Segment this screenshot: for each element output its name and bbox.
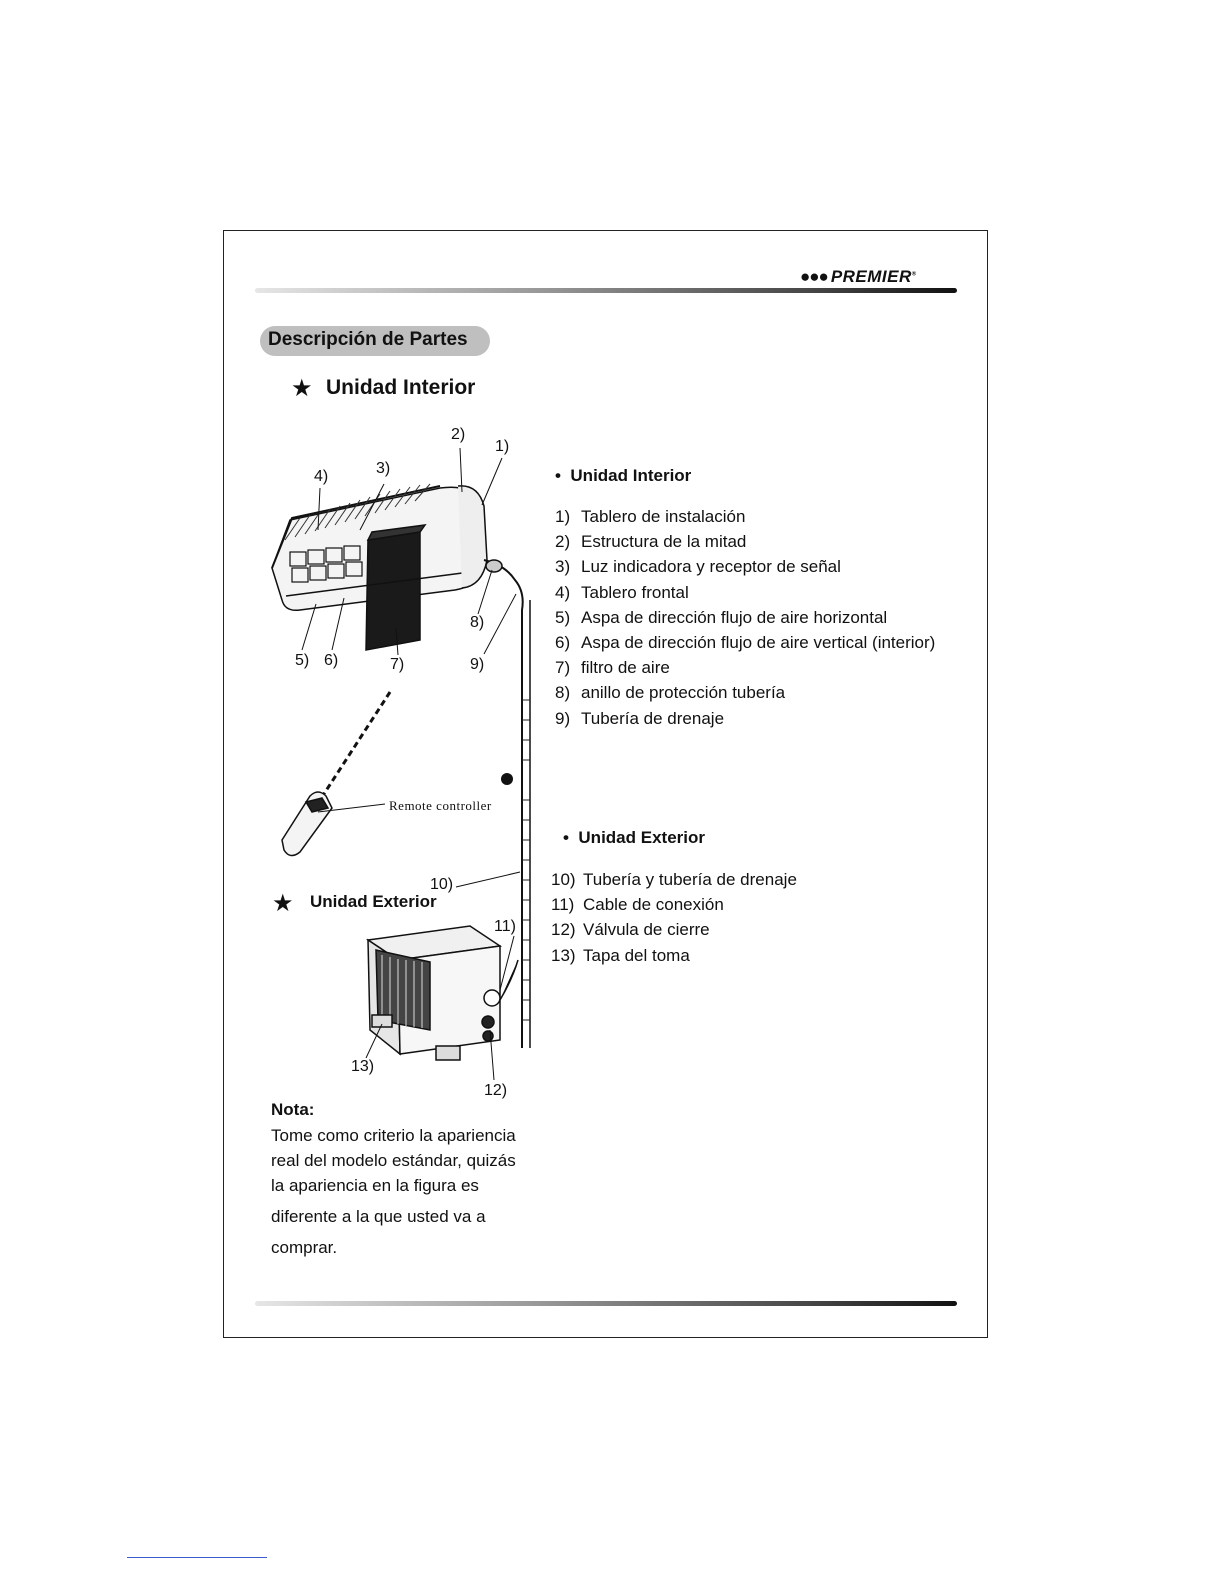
list-item xyxy=(555,706,935,731)
callout-3: 3) xyxy=(376,460,391,477)
note-line: comprar. xyxy=(271,1238,338,1257)
part-number: 8) xyxy=(555,683,571,703)
list-item xyxy=(551,917,797,942)
section-title: Descripción de Partes xyxy=(268,329,468,350)
registered-mark-icon: ® xyxy=(911,271,917,278)
note-title: Nota: xyxy=(271,1100,315,1119)
part-label: Tablero frontal xyxy=(581,582,689,602)
part-label: Tubería de drenaje xyxy=(581,708,725,728)
callout-5: 5) xyxy=(295,652,310,669)
list-item xyxy=(555,529,935,554)
pipe-clip-icon xyxy=(501,773,513,785)
part-number: 1) xyxy=(555,507,571,526)
callout-8: 8) xyxy=(470,614,485,631)
outdoor-heading: Unidad Exterior xyxy=(310,892,437,911)
brand-name: PREMIER xyxy=(830,267,912,286)
note-line: diferente a la que usted va a xyxy=(271,1207,486,1226)
part-number: 3) xyxy=(555,557,571,577)
list-item xyxy=(555,630,935,655)
list-item xyxy=(551,892,797,917)
callout-7: 7) xyxy=(390,656,405,673)
part-number: 11) xyxy=(551,895,575,915)
list-item xyxy=(555,504,935,529)
part-number: 2) xyxy=(555,532,571,552)
part-number: 6) xyxy=(555,632,571,652)
callout-1: 1) xyxy=(495,438,510,455)
part-number: 13) xyxy=(551,945,576,965)
callout-9: 9) xyxy=(470,656,485,673)
part-label: Aspa de dirección flujo de aire vertical (interior) xyxy=(581,632,936,652)
note-line: Tome como criterio la apariencia xyxy=(271,1126,516,1145)
star-icon: ★ xyxy=(291,375,313,402)
indoor-parts-list xyxy=(555,504,935,731)
list-item xyxy=(551,867,797,892)
part-label: Luz indicadora y receptor de señal xyxy=(581,557,841,577)
outdoor-list-title-text: Unidad Exterior xyxy=(578,828,705,847)
note-line: real del modelo estándar, quizás xyxy=(271,1151,516,1170)
callout-12: 12) xyxy=(484,1082,508,1099)
part-number: 12) xyxy=(551,920,576,940)
callout-6: 6) xyxy=(324,652,339,669)
indoor-list-title-text: Unidad Interior xyxy=(570,466,692,485)
part-label: Aspa de dirección flujo de aire horizontal xyxy=(581,607,888,627)
part-label: anillo de protección tubería xyxy=(581,683,786,703)
list-item xyxy=(555,655,935,680)
part-label: Estructura de la mitad xyxy=(581,532,747,552)
part-label: Tapa del toma xyxy=(583,945,690,965)
part-label: Cable de conexión xyxy=(583,895,724,915)
outdoor-parts-list xyxy=(551,867,797,968)
callout-11: 11) xyxy=(494,918,516,935)
callout-2: 2) xyxy=(451,426,466,443)
part-number: 9) xyxy=(555,708,571,728)
list-item xyxy=(555,580,935,605)
brand-dots: ●●● xyxy=(800,267,828,286)
remote-signal-illustration xyxy=(320,692,390,800)
remote-controller-illustration xyxy=(282,792,385,856)
callout-13: 13) xyxy=(351,1058,375,1075)
callout-10: 10) xyxy=(430,876,454,893)
list-item xyxy=(555,680,935,705)
part-label: Tablero de instalación xyxy=(581,507,746,526)
outdoor-unit-illustration xyxy=(368,926,518,1060)
indoor-heading: Unidad Interior xyxy=(326,376,476,399)
remote-controller-label: Remote controller xyxy=(389,798,492,813)
part-number: 4) xyxy=(555,582,571,602)
list-item xyxy=(555,554,935,579)
part-label: filtro de aire xyxy=(581,658,670,678)
footer-rule xyxy=(255,1301,957,1306)
list-item xyxy=(555,605,935,630)
callout-4: 4) xyxy=(314,468,329,485)
footer-underline xyxy=(127,1557,267,1558)
note-line: la apariencia en la figura es xyxy=(271,1176,479,1195)
indoor-list-title: • Unidad Interior xyxy=(555,466,692,485)
outdoor-list-title: • Unidad Exterior xyxy=(563,828,705,847)
list-item xyxy=(551,943,797,968)
part-label: Válvula de cierre xyxy=(583,920,710,940)
part-number: 10) xyxy=(551,870,576,889)
part-label: Tubería y tubería de drenaje xyxy=(583,870,797,889)
star-icon: ★ xyxy=(272,890,294,917)
part-number: 7) xyxy=(555,658,571,678)
part-number: 5) xyxy=(555,607,571,627)
